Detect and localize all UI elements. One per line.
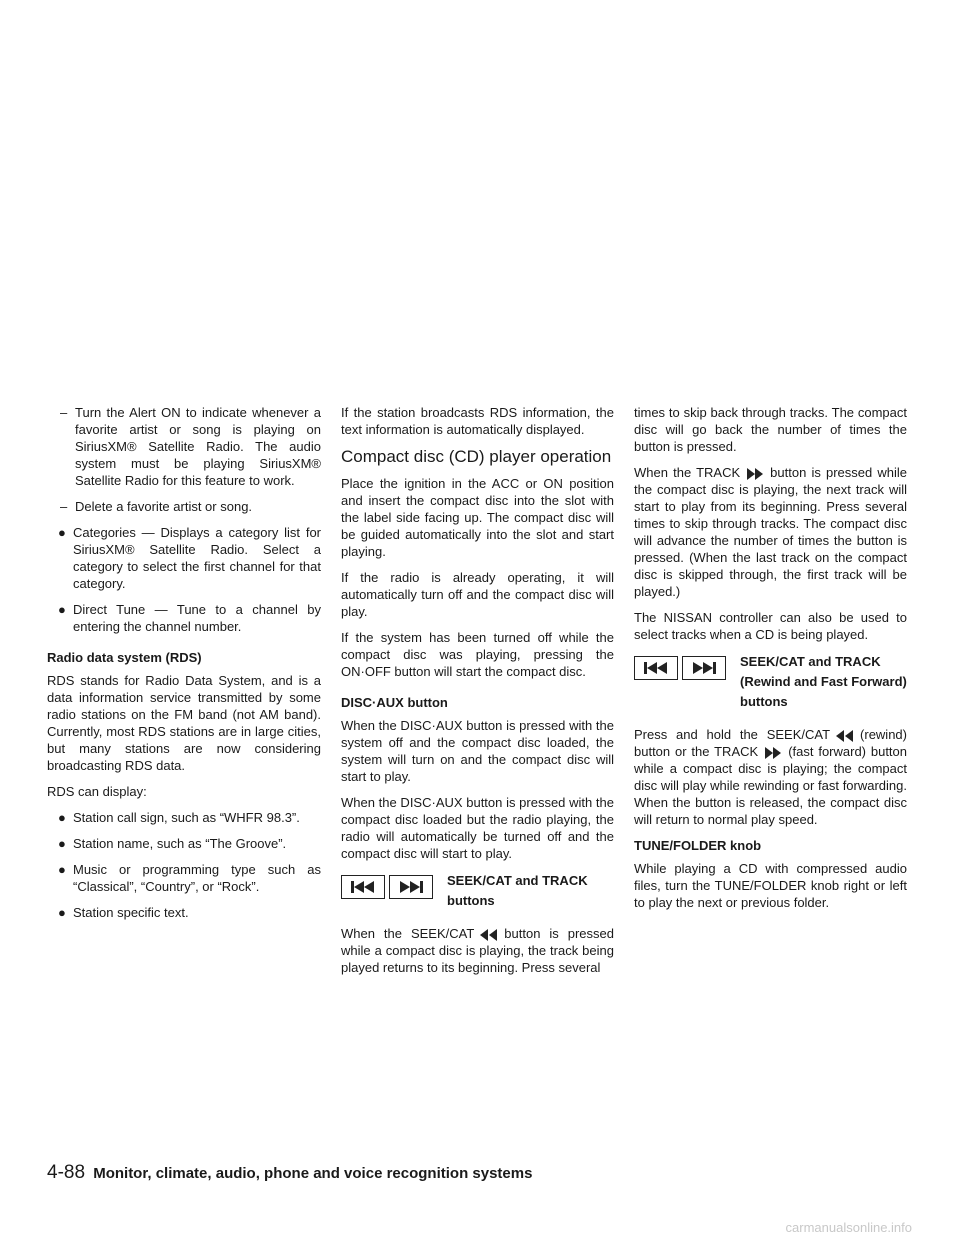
rewind-icon bbox=[836, 730, 854, 742]
dash-item: – Delete a favorite artist or song. bbox=[60, 499, 253, 514]
fast-forward-button-icon bbox=[682, 656, 726, 680]
bullet-item: ● Music or programming type such as “Classical”, “Country”, or “Rock”. bbox=[58, 862, 321, 894]
seek-track-button-figure bbox=[341, 871, 614, 917]
rewind-icon bbox=[480, 929, 498, 941]
paragraph: When the SEEK/CAT button is pressed while a compact disc is playing, the track being played returns to its beginning. Press several bbox=[341, 926, 614, 975]
watermark: carmanualsonline.info bbox=[785, 1220, 912, 1235]
bullet-item: ● Station name, such as “The Groove”. bbox=[58, 836, 287, 851]
rewind-button-icon bbox=[341, 875, 385, 899]
paragraph: When the DISC·AUX button is pressed with the compact disc loaded but the radio playing, the radio will automatically be turned off and the compact disc will start to play. bbox=[341, 795, 614, 861]
paragraph: If the system has been turned off while the compact disc was playing, pressing the ON·OFF button will start the compact disc. bbox=[341, 630, 614, 679]
paragraph: When the DISC·AUX button is pressed with the system off and the compact disc loaded, the system will turn on and the compact disc will start to play. bbox=[341, 718, 614, 784]
paragraph: The NISSAN controller can also be used to select tracks when a CD is being played. bbox=[634, 610, 907, 642]
paragraph: If the radio is already operating, it will automatically turn off and the compact disc will play. bbox=[341, 570, 614, 619]
paragraph: RDS can display: bbox=[47, 784, 147, 799]
fast-forward-button-icon bbox=[389, 875, 433, 899]
column-1 bbox=[47, 404, 321, 930]
bullet-item: ● Categories — Displays a category list for SiriusXM® Satellite Radio. Select a category to select the first channel for that category. bbox=[58, 525, 321, 591]
bullet-item: ● Station call sign, such as “WHFR 98.3”. bbox=[58, 810, 300, 825]
paragraph: When the TRACK button is pressed while the compact disc is playing, the next track will start to play from its beginning. Press several times to skip through tracks. The compact disc will advance the number of times the button is pressed. (When the last track on the compact disc is skipped through, the first track will be played.) bbox=[634, 465, 907, 599]
button-caption: SEEK/CAT and TRACK buttons bbox=[447, 873, 588, 908]
section-heading-rds: Radio data system (RDS) bbox=[47, 650, 202, 665]
seek-track-button-figure bbox=[634, 652, 907, 718]
paragraph: If the station broadcasts RDS information, the text information is automatically displayed. bbox=[341, 405, 614, 437]
section-heading-discaux: DISC·AUX button bbox=[341, 695, 448, 710]
paragraph: Press and hold the SEEK/CAT (rewind) button or the TRACK (fast forward) button while a compact disc is playing; the compact disc will play while rewinding or fast forwarding. When the button is released, the compact disc will return to normal play speed. bbox=[634, 727, 908, 827]
dash-item: – Turn the Alert ON to indicate whenever a favorite artist or song is playing on SiriusXM® Satellite Radio. The audio system must be playing SiriusXM® Satellite Radio for this feature to work. bbox=[60, 405, 321, 488]
section-heading-cd: Compact disc (CD) player operation bbox=[341, 447, 612, 466]
paragraph: times to skip back through tracks. The compact disc will go back the number of times the button is pressed. bbox=[634, 405, 907, 454]
rewind-button-icon bbox=[634, 656, 678, 680]
page-number: 4-88 bbox=[47, 1162, 86, 1183]
column-2 bbox=[341, 404, 614, 985]
fast-forward-icon bbox=[764, 747, 782, 759]
bullet-item: ● Direct Tune — Tune to a channel by entering the channel number. bbox=[58, 602, 321, 634]
bullet-item: ● Station specific text. bbox=[58, 905, 189, 920]
paragraph: While playing a CD with compressed audio files, turn the TUNE/FOLDER knob right or left to play the next or previous folder. bbox=[634, 861, 907, 910]
paragraph: RDS stands for Radio Data System, and is a data information service transmitted by some radio stations on the FM band (not AM band). Currently, most RDS stations are in large cities, but many stations are now considering broadcasting RDS data. bbox=[47, 673, 321, 773]
fast-forward-icon bbox=[746, 468, 764, 480]
column-3 bbox=[634, 404, 907, 920]
page-footer bbox=[47, 1163, 532, 1184]
button-caption: SEEK/CAT and TRACK (Rewind and Fast Forward) buttons bbox=[740, 654, 907, 709]
paragraph: Place the ignition in the ACC or ON position and insert the compact disc into the slot with the label side facing up. The compact disc will be guided automatically into the slot and start playing. bbox=[341, 476, 614, 559]
section-heading-tune: TUNE/FOLDER knob bbox=[634, 838, 762, 853]
footer-title: Monitor, climate, audio, phone and voice recognition systems bbox=[93, 1165, 533, 1182]
